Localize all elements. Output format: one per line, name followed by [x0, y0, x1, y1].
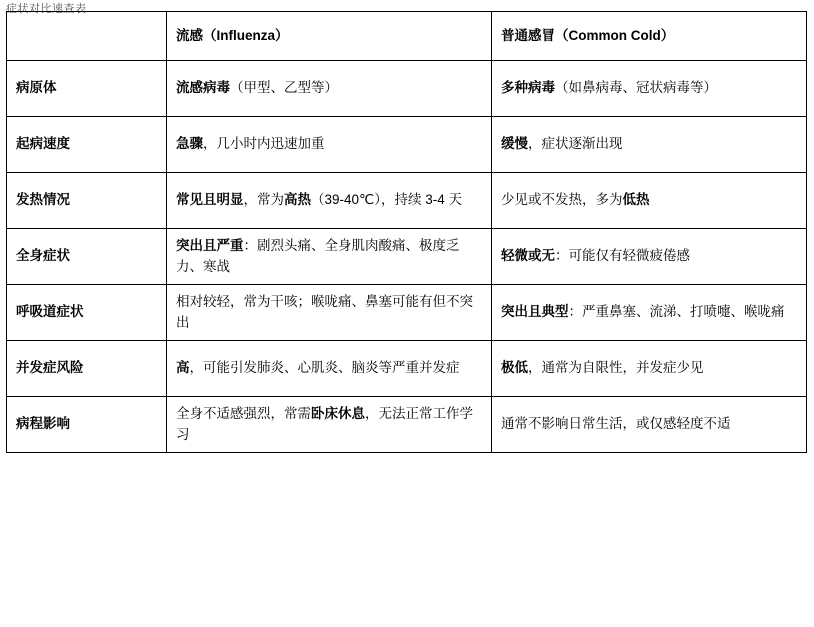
cell-common-cold-4: [492, 285, 807, 341]
row-header-1: 起病速度: [7, 117, 167, 173]
plain-text: ，常为: [243, 192, 284, 208]
table-body: [7, 61, 807, 453]
plain-text: 全身不适感强烈，常需: [176, 405, 311, 421]
table-header: [7, 12, 807, 61]
cell-common-cold-2: [492, 173, 807, 229]
cell-influenza-4: [167, 285, 492, 341]
row-header-5: 并发症风险: [7, 341, 167, 397]
plain-text: ，几小时内迅速加重: [203, 136, 325, 152]
cell-influenza-6: [167, 397, 492, 453]
header-cell-common-cold: 普通感冒（Common Cold）: [492, 12, 807, 61]
cell-common-cold-3: [492, 229, 807, 285]
table-row: [7, 397, 807, 453]
cell-influenza-5: [167, 341, 492, 397]
plain-text: （甲型、乙型等）: [230, 80, 338, 96]
emphasis-text: 缓慢: [501, 136, 528, 152]
row-header-3: 全身症状: [7, 229, 167, 285]
emphasis-text: 流感病毒: [176, 80, 230, 96]
cell-common-cold-5: [492, 341, 807, 397]
row-header-4: 呼吸道症状: [7, 285, 167, 341]
comparison-table: [6, 11, 807, 453]
plain-text: ，症状逐渐出现: [528, 136, 623, 152]
cell-influenza-2: [167, 173, 492, 229]
row-header-6: 病程影响: [7, 397, 167, 453]
header-cell-influenza: 流感（Influenza）: [167, 12, 492, 61]
emphasis-text: 高: [176, 360, 190, 376]
cell-common-cold-0: [492, 61, 807, 117]
table-row: [7, 61, 807, 117]
header-cell-blank: [7, 12, 167, 61]
plain-text: ：可能仅有轻微疲倦感: [555, 248, 690, 264]
plain-text: 少见或不发热，多为: [501, 192, 623, 208]
plain-text: 通常不影响日常生活，或仅感轻度不适: [501, 416, 731, 432]
emphasis-text: 轻微或无: [501, 248, 555, 264]
emphasis-text: 常见且明显: [176, 192, 244, 208]
top-note: 症状对比速查表: [6, 3, 87, 15]
emphasis-text: 低热: [622, 192, 650, 208]
emphasis-text: 急骤: [176, 136, 203, 152]
plain-text: 相对较轻，常为干咳；喉咙痛、鼻塞可能有但不突出: [176, 293, 473, 330]
row-header-0: 病原体: [7, 61, 167, 117]
emphasis-text: 突出且典型: [501, 304, 569, 320]
plain-text: ，可能引发肺炎、心肌炎、脑炎等严重并发症: [189, 360, 460, 376]
plain-text: ：严重鼻塞、流涕、打喷嚏、喉咙痛: [568, 304, 785, 320]
table-row: [7, 173, 807, 229]
table-row: [7, 341, 807, 397]
plain-text: （如鼻病毒、冠状病毒等）: [555, 80, 717, 96]
plain-text: ：剧烈头痛、全身肌肉酸痛、极度乏力、寒战: [176, 237, 460, 274]
cell-common-cold-6: [492, 397, 807, 453]
plain-text: ，通常为自限性，并发症少见: [528, 360, 704, 376]
row-header-2: 发热情况: [7, 173, 167, 229]
cell-influenza-1: [167, 117, 492, 173]
cell-influenza-0: [167, 61, 492, 117]
plain-text: （39-40℃），持续 3-4 天: [311, 192, 462, 208]
cell-common-cold-1: [492, 117, 807, 173]
emphasis-text: 卧床休息: [311, 405, 365, 421]
emphasis-text: 突出且严重: [176, 237, 244, 253]
emphasis-text: 极低: [501, 360, 528, 376]
table-row: [7, 229, 807, 285]
table-header-row: [7, 12, 807, 61]
cell-influenza-3: [167, 229, 492, 285]
emphasis-text: 多种病毒: [501, 80, 555, 96]
plain-text: ，无法正常工作学习: [176, 405, 473, 442]
table-row: [7, 285, 807, 341]
emphasis-text: 高热: [284, 192, 311, 208]
table-row: [7, 117, 807, 173]
